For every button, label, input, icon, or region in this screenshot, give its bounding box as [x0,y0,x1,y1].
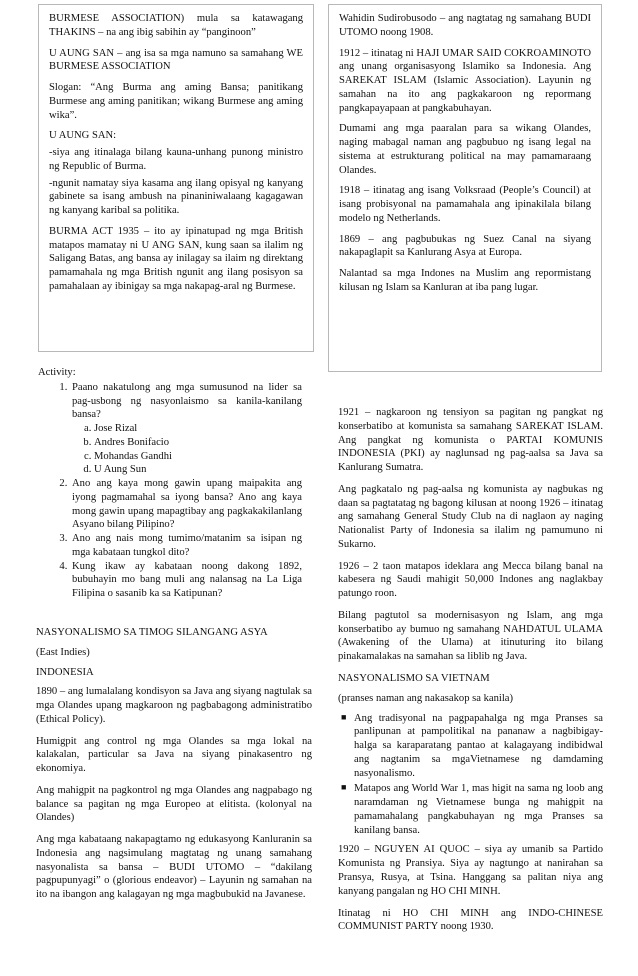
section-heading-southeast-asia: NASYONALISMO SA TIMOG SILANGANG ASYA [36,627,268,638]
leader-option: a. Jose Rizal [94,422,302,436]
leader-option: c. Mohandas Gandhi [94,450,302,464]
activity-question-1 [70,381,302,477]
dutch-balance-paragraph: Ang mahigpit na pagkontrol ng mga Olandes ang nagpabago ng balance sa pagitan ng mga Europeo at elitista. (kolonyal na Olandes) [36,784,312,824]
section-subheading-east-indies: (East Indies) [36,646,90,658]
nahdatul-ulama-paragraph: Bilang pagtutol sa modernisasyon ng Islam, ang mga konserbatibo ay bumuo ng samahang NAHDATUL ULAMA (Awakening of the Ulama) at itinuturing ito bilang pinakamalakas na samahan sa liblib ng Java. [338,609,603,663]
suez-canal-paragraph: 1869 – ang pagbubukas ng Suez Canal na siyang nakapaglapit sa Kanlurang Asya at Europa. [339,233,591,259]
pki-1921-paragraph: 1921 – nagkaroon ng tensiyon sa pagitan ng pangkat ng konserbatibo at komunista sa samahang SAREKAT ISLAM. Ang pangkat ng komunista o PARTAI KOMUNIS INDONESIA (PKI) ay naglunsad ng pag-aalsa sa Java sa Kanlurang Sumatra. [338,407,603,474]
u-aung-san-point-1: -siya ang itinalaga bilang kauna-unhang punong ministro ng Republic of Burma. [49,147,303,172]
vietnam-bullet-2-text: Matapos ang World War 1, mas higit na sama ng loob ang naramdaman ng Vietnamese bunga ng mahigpit na pamamahalang pangkabuhayan ng mga Pranses sa kanilang bansa. [354,783,603,836]
wahidin-paragraph: Wahidin Sudirobusodo – ang nagtatag ng samahang BUDI UTOMO noong 1908. [339,13,591,38]
square-bullet-icon: ■ [341,711,347,722]
islam-reform-paragraph: Nalantad sa mga Indones na Muslim ang repormistang kilusan ng Islam sa Kanluran at iba pang lugar. [339,268,591,294]
activity-question-3: 3. Ano ang nais mong tumimo/matanim sa isipan ng mga kabataan tungkol dito? [70,532,302,560]
activity-questions [38,381,302,601]
dutch-schools-paragraph: Dumami ang mga paaralan para sa wikang Olandes, naging mabagal naman ang pagbubuo ng isang legal na sistema at estrukturang political na may pamamaraang Olandes. [339,123,591,176]
volksraad-paragraph: 1918 – itinatag ang isang Volksraad (People’s Council) at isang probisyonal na pamamahala ang ipinakilala bilang modelo ng Netherlands. [339,185,591,224]
vietnam-bullet-list [338,712,603,838]
vietnam-bullet-1-text: Ang tradisyonal na pagpapahalga ng mga Pranses sa panlipunan at pampolitikal na pananaw a nagbibigay-halga sa karaparatang pantao at kalagayang indibidwal ang nagtanim sa mgaVietnamese ng damdaming nasyonalismo. [354,712,603,779]
general-study-club-paragraph: Ang pagkatalo ng pag-aalsa ng komunista ay nagbukas ng daan sa pagtatatag ng bagong kilusan at noong 1926 – itinatag ang samahang General Study Club na di naglaon ay naging Nationalist Party of Indonesia sa ilalim ng pamumuno ni Sukarno. [338,483,603,550]
nguyen-ai-quoc-paragraph: 1920 – NGUYEN AI QUOC – siya ay umanib sa Partido Komunista ng Pransiya. Siya ay nagtungo at nanirahan sa Pransya, Rusya, at Tsina. Hanggang sa palitan niya ang kanyang pangalan ng HO CHI MINH. [338,844,603,897]
indonesia-section [36,626,312,910]
u-aung-san-heading: U AUNG SAN: [49,130,117,142]
leader-option: b. Andres Bonifacio [94,436,302,450]
burma-act-paragraph: BURMA ACT 1935 – ito ay ipinatupad ng mga British matapos mamatay ni U ANG SAN, kung saan sa ilalim ng Saligang Batas, ang bansa ay inilagay sa ilaim ng direktang pamamahala ng mga British ngunit ang ilang posisyon sa pamahalaan ay ibinigay sa mga nakapag-aral ng Burmese. [49,225,303,293]
mecca-1926-paragraph: 1926 – 2 taon matapos ideklara ang Mecca bilang banal na kabesera ng Saudi mahigit 50,000 Indones ang naglakbay patungo roon. [338,560,603,600]
indonesia-1890-paragraph: 1890 – ang lumalalang kondisyon sa Java ang siyang nagtulak sa mga Olandes upang magkaroon ng pagbabagong administratibo (Ethical Policy). [36,686,312,725]
section-heading-indonesia: INDONESIA [36,666,94,678]
u-aung-san-intro-paragraph: U AUNG SAN – ang isa sa mga namuno sa samahang WE BURMESE ASSOCIATION [49,47,303,73]
u-aung-san-point-2: -ngunit namatay siya kasama ang ilang opisyal ng kanyang gabinete sa isang ambush na pinaniniwalaang kagagawan ng kanyang karibal sa politika. [49,177,303,217]
section-subheading-french: (pranses naman ang nakasakop sa kanila) [338,692,514,704]
square-bullet-icon: ■ [341,782,347,793]
sarekat-islam-paragraph: 1912 – itinatag ni HAJI UMAR SAID COKROAMINOTO ang unang organisasyong Islamiko sa Indonesia. Ang SAREKAT ISLAM (Islamic Association). Layunin ng samahan na ito ang pagkakaroon ng repormang pangkapayapaan at pangkabuhayan. [339,47,591,114]
indochinese-party-paragraph: Itinatag ni HO CHI MINH ang INDO-CHINESE COMMUNIST PARTY noong 1930. [338,907,603,933]
burmese-association-paragraph: BURMESE ASSOCIATION) mula sa katawagang THAKINS – na ang ibig sabihin ay “panginoon” [49,13,303,38]
burma-section-box [38,4,314,352]
budi-utomo-paragraph: Ang mga kabataang nakapagtamo ng edukasyong Kanluranin sa Indonesia ang nagsimulang magtatag ng unang samahang nasyonalista sa bansa – BUDI UTOMO – “dakilang pagpupunyagi” o (glorious endeavor) – Layunin ng samahan na ito na ibangon ang kalagayan ng mga magbubukid na Javanese. [36,834,312,901]
leader-options [72,422,302,477]
slogan-paragraph: Slogan: “Ang Burma ang aming Bansa; panitikang Burmese ang aming panitikan; wikang Burmese ang aming wika”. [49,82,303,121]
activity-question-2: 2. Ano ang kaya mong gawin upang maipakita ang iyong pagmamahal sa iyong bansa? Ano ang kaya mong gawin upang mapagtibay ang pagkakakilanlang Asyano bilang Pilipino? [70,477,302,532]
dutch-control-paragraph: Humigpit ang control ng mga Olandes sa mga lokal na kalakalan, particular sa Java na siyang pinakasentro ng ekonomiya. [36,735,312,775]
activity-section [38,366,302,601]
list-item [341,711,603,781]
indonesia-continued-box [328,4,602,372]
indonesia-vietnam-section [338,406,603,942]
activity-question-4: 4. Kung ikaw ay kabataan noong dakong 1892, bubuhayin mo bang muli ang nalansag na La Liga Filipina o sasanib ka sa Katipunan? [70,560,302,601]
leader-option: d. U Aung Sun [94,463,302,477]
activity-question-1-text: Paano nakatulong ang mga sumusunod na lider sa pag-usbong ng nasyonlaismo sa kanila-kanilang bansa? [72,381,302,421]
section-heading-vietnam: NASYONALISMO SA VIETNAM [338,673,490,685]
list-item [341,782,603,837]
activity-title: Activity: [38,367,76,378]
